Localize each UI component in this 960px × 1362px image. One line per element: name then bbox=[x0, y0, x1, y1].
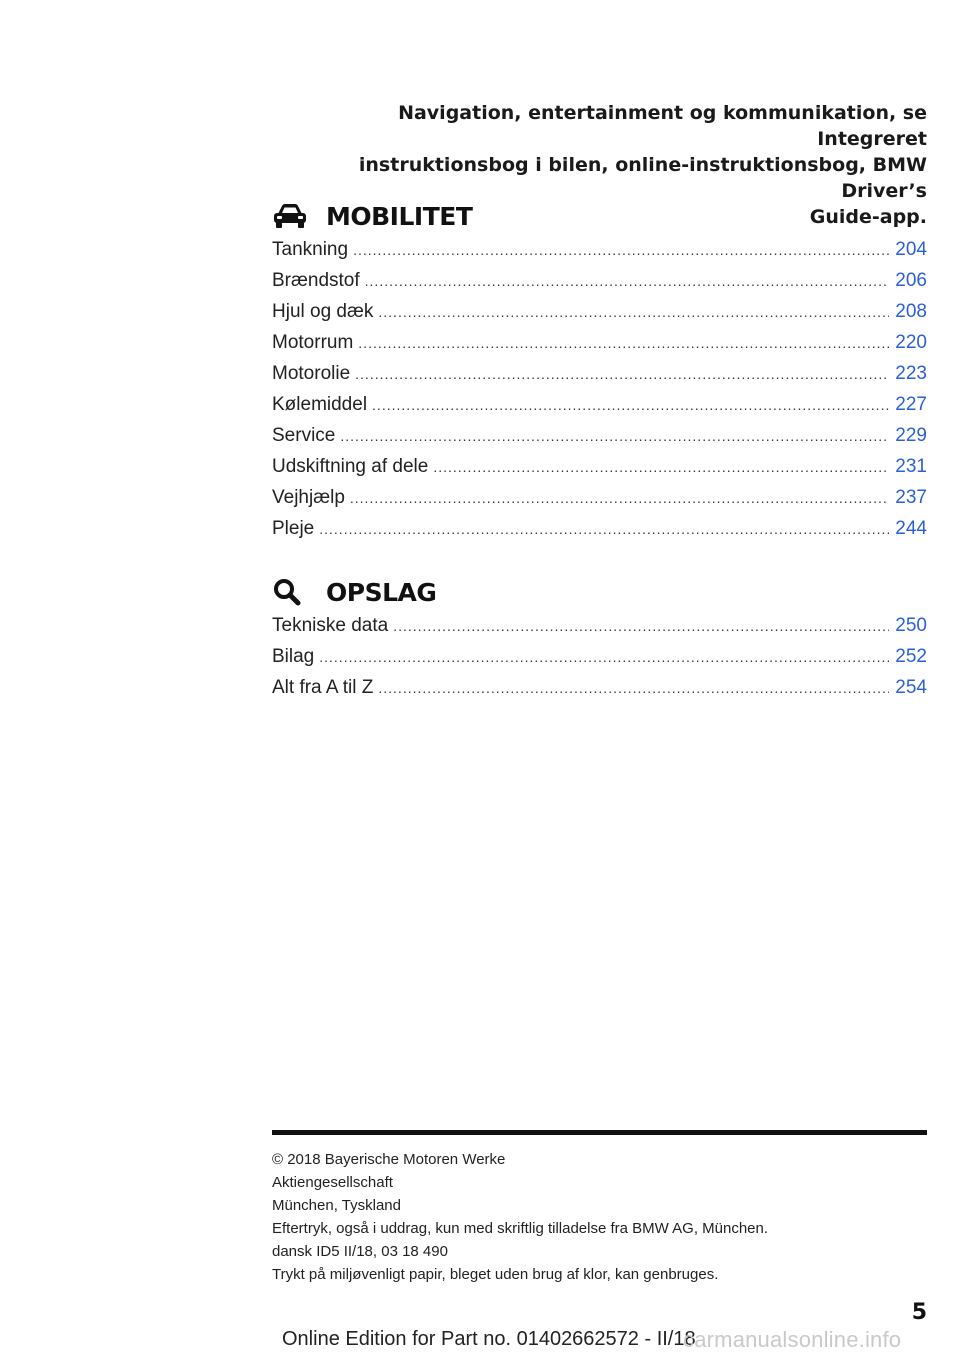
toc-entry[interactable] bbox=[272, 394, 927, 425]
imprint-line: Trykt på miljøvenligt papir, bleget uden brug af klor, kan genbruges. bbox=[272, 1266, 719, 1283]
toc-list-mobilitet bbox=[272, 239, 927, 549]
toc-page-link[interactable]: 220 bbox=[895, 332, 927, 353]
toc-page-link[interactable]: 237 bbox=[895, 487, 927, 508]
toc-list-opslag bbox=[272, 615, 927, 708]
toc-page-link[interactable]: 254 bbox=[895, 677, 927, 698]
magnifier-icon bbox=[272, 572, 312, 612]
leader-dots bbox=[319, 649, 889, 665]
toc-page-link[interactable]: 231 bbox=[895, 456, 927, 477]
toc-page-link[interactable]: 208 bbox=[895, 301, 927, 322]
toc-entry-label: Brændstof bbox=[272, 270, 360, 291]
leader-dots bbox=[372, 397, 889, 413]
intro-line: Navigation, entertainment og kommunikation, se Integreret bbox=[398, 102, 927, 150]
imprint-divider bbox=[272, 1130, 927, 1135]
page-number: 5 bbox=[911, 1300, 927, 1325]
toc-entry[interactable] bbox=[272, 332, 927, 363]
toc-entry[interactable] bbox=[272, 301, 927, 332]
section-title: OPSLAG bbox=[326, 577, 437, 607]
leader-dots bbox=[353, 242, 889, 258]
toc-entry[interactable] bbox=[272, 487, 927, 518]
toc-entry-label: Motorolie bbox=[272, 363, 351, 384]
toc-entry-label: Motorrum bbox=[272, 332, 354, 353]
leader-dots bbox=[340, 428, 889, 444]
leader-dots bbox=[378, 680, 889, 696]
section-title: MOBILITET bbox=[326, 201, 473, 231]
leader-dots bbox=[433, 459, 889, 475]
imprint-line: München, Tyskland bbox=[272, 1197, 401, 1214]
toc-page-link[interactable]: 250 bbox=[895, 615, 927, 636]
imprint-block bbox=[272, 1148, 927, 1286]
intro-line: Guide-app. bbox=[809, 206, 927, 228]
leader-dots bbox=[355, 366, 889, 382]
toc-entry-label: Tekniske data bbox=[272, 615, 389, 636]
watermark: carmanualsonline.info bbox=[683, 1327, 902, 1352]
toc-page-link[interactable]: 252 bbox=[895, 646, 927, 667]
toc-page-link[interactable]: 223 bbox=[895, 363, 927, 384]
leader-dots bbox=[350, 490, 889, 506]
imprint-line: dansk ID5 II/18, 03 18 490 bbox=[272, 1243, 448, 1260]
toc-entry[interactable] bbox=[272, 270, 927, 301]
toc-entry-label: Vejhjælp bbox=[272, 487, 345, 508]
intro-line: instruktionsbog i bilen, online-instruktionsbog, BMW Driver’s bbox=[358, 154, 927, 202]
toc-entry-label: Bilag bbox=[272, 646, 315, 667]
leader-dots bbox=[319, 521, 889, 537]
edition-footer: Online Edition for Part no. 01402662572 - II/18 bbox=[282, 1328, 696, 1350]
toc-entry-label: Kølemiddel bbox=[272, 394, 368, 415]
toc-page-link[interactable]: 227 bbox=[895, 394, 927, 415]
toc-entry[interactable] bbox=[272, 646, 927, 677]
toc-entry[interactable] bbox=[272, 425, 927, 456]
toc-entry[interactable] bbox=[272, 615, 927, 646]
toc-entry-label: Hjul og dæk bbox=[272, 301, 374, 322]
toc-entry[interactable] bbox=[272, 239, 927, 270]
toc-entry-label: Service bbox=[272, 425, 336, 446]
toc-entry[interactable] bbox=[272, 518, 927, 549]
toc-entry-label: Pleje bbox=[272, 518, 315, 539]
toc-entry[interactable] bbox=[272, 363, 927, 394]
toc-page-link[interactable]: 206 bbox=[895, 270, 927, 291]
section-header-mobilitet bbox=[272, 196, 472, 236]
leader-dots bbox=[378, 304, 889, 320]
toc-entry-label: Alt fra A til Z bbox=[272, 677, 374, 698]
toc-entry-label: Tankning bbox=[272, 239, 349, 260]
car-icon bbox=[272, 196, 312, 236]
toc-page-link[interactable]: 204 bbox=[895, 239, 927, 260]
imprint-line: Eftertryk, også i uddrag, kun med skriftlig tilladelse fra BMW AG, München. bbox=[272, 1220, 769, 1237]
imprint-line: © 2018 Bayerische Motoren Werke bbox=[272, 1151, 506, 1168]
toc-page-link[interactable]: 244 bbox=[895, 518, 927, 539]
leader-dots bbox=[358, 335, 889, 351]
toc-entry-label: Udskiftning af dele bbox=[272, 456, 429, 477]
toc-entry[interactable] bbox=[272, 677, 927, 708]
leader-dots bbox=[393, 618, 889, 634]
toc-page-link[interactable]: 229 bbox=[895, 425, 927, 446]
section-header-opslag bbox=[272, 572, 436, 612]
toc-entry[interactable] bbox=[272, 456, 927, 487]
leader-dots bbox=[365, 273, 890, 289]
imprint-line: Aktiengesellschaft bbox=[272, 1174, 393, 1191]
